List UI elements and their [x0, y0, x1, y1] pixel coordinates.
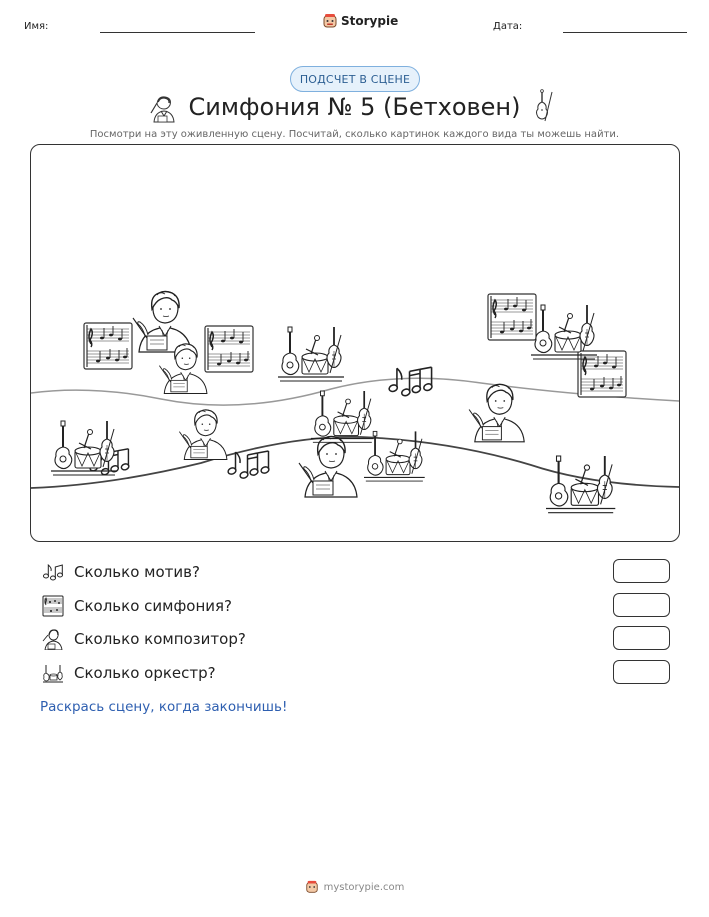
orchestra-icon	[42, 662, 64, 684]
storypie-mascot-icon	[305, 880, 319, 894]
answer-box-composer[interactable]	[613, 626, 670, 650]
brand-logo	[322, 13, 398, 29]
footer-url[interactable]: mystorypie.com	[323, 881, 405, 893]
brand-name: Storypie	[341, 14, 399, 28]
answer-box-motif[interactable]	[613, 559, 670, 583]
footer	[0, 880, 709, 894]
activity-badge: ПОДСЧЕТ В СЦЕНЕ	[290, 66, 420, 92]
question-text: Сколько композитор?	[74, 630, 246, 648]
storypie-mascot-icon	[322, 13, 338, 29]
date-label: Дата:	[493, 21, 523, 32]
answer-box-symphony[interactable]	[613, 593, 670, 617]
question-text: Сколько оркестр?	[74, 664, 216, 682]
question-text: Сколько мотив?	[74, 563, 200, 581]
name-line[interactable]	[100, 32, 255, 33]
composer-icon	[42, 628, 64, 650]
scene-drawing	[31, 145, 679, 541]
page-subtitle: Посмотри на эту оживленную сцену. Посчитай, сколько картинок каждого вида ты можешь найти.	[89, 129, 620, 140]
music-notes-icon	[42, 561, 64, 583]
question-text: Сколько симфония?	[74, 597, 232, 615]
sheet-music-icon	[42, 595, 64, 617]
question-composer	[42, 627, 246, 651]
coloring-instruction: Раскрась сцену, когда закончишь!	[40, 699, 288, 715]
violin-title-icon	[530, 88, 558, 124]
date-line[interactable]	[563, 32, 687, 33]
page-title: Симфония № 5 (Бетховен)	[188, 93, 521, 121]
question-motif	[42, 560, 200, 584]
answer-box-orchestra[interactable]	[613, 660, 670, 684]
question-symphony	[42, 594, 232, 618]
counting-scene	[30, 144, 680, 542]
name-label: Имя:	[24, 21, 49, 32]
question-orchestra	[42, 661, 216, 685]
